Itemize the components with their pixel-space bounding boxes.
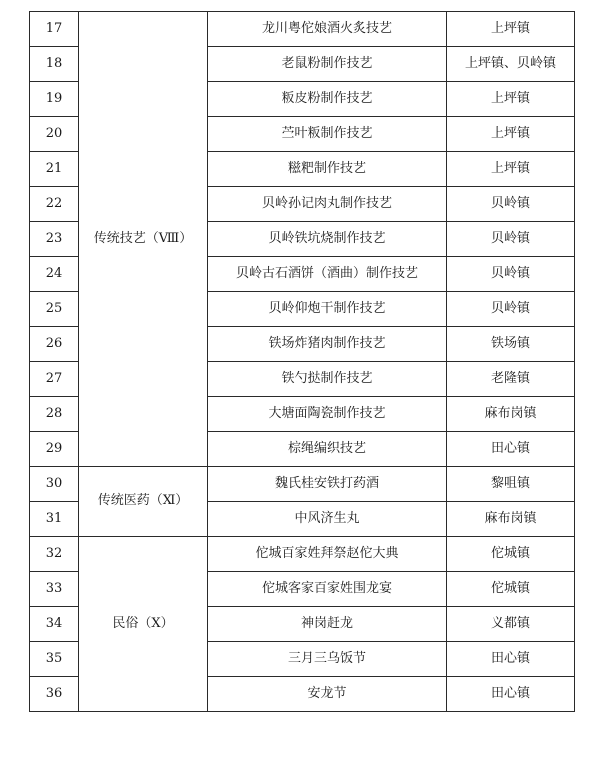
item-number: 18 <box>30 47 79 82</box>
item-number: 24 <box>30 257 79 292</box>
town-name: 上坪镇 <box>447 117 575 152</box>
project-name: 佗城百家姓拜祭赵佗大典 <box>208 537 447 572</box>
project-name: 贝岭铁坑烧制作技艺 <box>208 222 447 257</box>
town-name: 田心镇 <box>447 432 575 467</box>
item-number: 34 <box>30 607 79 642</box>
project-name: 中风济生丸 <box>208 502 447 537</box>
item-number: 25 <box>30 292 79 327</box>
item-number: 31 <box>30 502 79 537</box>
project-name: 老鼠粉制作技艺 <box>208 47 447 82</box>
project-name: 龙川粤佗娘酒火炙技艺 <box>208 12 447 47</box>
project-name: 大塘面陶瓷制作技艺 <box>208 397 447 432</box>
project-name: 魏氏桂安铁打药酒 <box>208 467 447 502</box>
table-row <box>30 12 575 47</box>
table-body <box>30 12 575 712</box>
project-name: 安龙节 <box>208 677 447 712</box>
project-name: 贝岭孙记肉丸制作技艺 <box>208 187 447 222</box>
town-name: 田心镇 <box>447 642 575 677</box>
item-number: 29 <box>30 432 79 467</box>
item-number: 30 <box>30 467 79 502</box>
item-number: 36 <box>30 677 79 712</box>
town-name: 贝岭镇 <box>447 292 575 327</box>
item-number: 28 <box>30 397 79 432</box>
item-number: 27 <box>30 362 79 397</box>
table-row <box>30 467 575 502</box>
project-name: 三月三乌饭节 <box>208 642 447 677</box>
item-number: 33 <box>30 572 79 607</box>
town-name: 上坪镇 <box>447 152 575 187</box>
project-name: 苎叶粄制作技艺 <box>208 117 447 152</box>
town-name: 贝岭镇 <box>447 222 575 257</box>
item-number: 35 <box>30 642 79 677</box>
town-name: 上坪镇、贝岭镇 <box>447 47 575 82</box>
town-name: 贝岭镇 <box>447 257 575 292</box>
town-name: 佗城镇 <box>447 537 575 572</box>
item-number: 32 <box>30 537 79 572</box>
town-name: 铁场镇 <box>447 327 575 362</box>
town-name: 黎咀镇 <box>447 467 575 502</box>
project-name: 佗城客家百家姓围龙宴 <box>208 572 447 607</box>
category-cell: 传统技艺（Ⅷ） <box>79 12 208 467</box>
item-number: 26 <box>30 327 79 362</box>
table-row <box>30 537 575 572</box>
item-number: 19 <box>30 82 79 117</box>
heritage-list-table <box>29 11 575 712</box>
town-name: 老隆镇 <box>447 362 575 397</box>
project-name: 粄皮粉制作技艺 <box>208 82 447 117</box>
town-name: 田心镇 <box>447 677 575 712</box>
project-name: 棕绳编织技艺 <box>208 432 447 467</box>
item-number: 20 <box>30 117 79 152</box>
project-name: 铁场炸猪肉制作技艺 <box>208 327 447 362</box>
town-name: 佗城镇 <box>447 572 575 607</box>
town-name: 义都镇 <box>447 607 575 642</box>
town-name: 麻布岗镇 <box>447 397 575 432</box>
project-name: 铁勺挞制作技艺 <box>208 362 447 397</box>
item-number: 22 <box>30 187 79 222</box>
project-name: 神岗赶龙 <box>208 607 447 642</box>
item-number: 23 <box>30 222 79 257</box>
town-name: 上坪镇 <box>447 12 575 47</box>
item-number: 21 <box>30 152 79 187</box>
project-name: 贝岭古石酒饼（酒曲）制作技艺 <box>208 257 447 292</box>
town-name: 贝岭镇 <box>447 187 575 222</box>
town-name: 上坪镇 <box>447 82 575 117</box>
category-cell: 传统医药（Ⅺ） <box>79 467 208 537</box>
project-name: 糍粑制作技艺 <box>208 152 447 187</box>
project-name: 贝岭仰炮干制作技艺 <box>208 292 447 327</box>
item-number: 17 <box>30 12 79 47</box>
category-cell: 民俗（Ⅹ） <box>79 537 208 712</box>
town-name: 麻布岗镇 <box>447 502 575 537</box>
